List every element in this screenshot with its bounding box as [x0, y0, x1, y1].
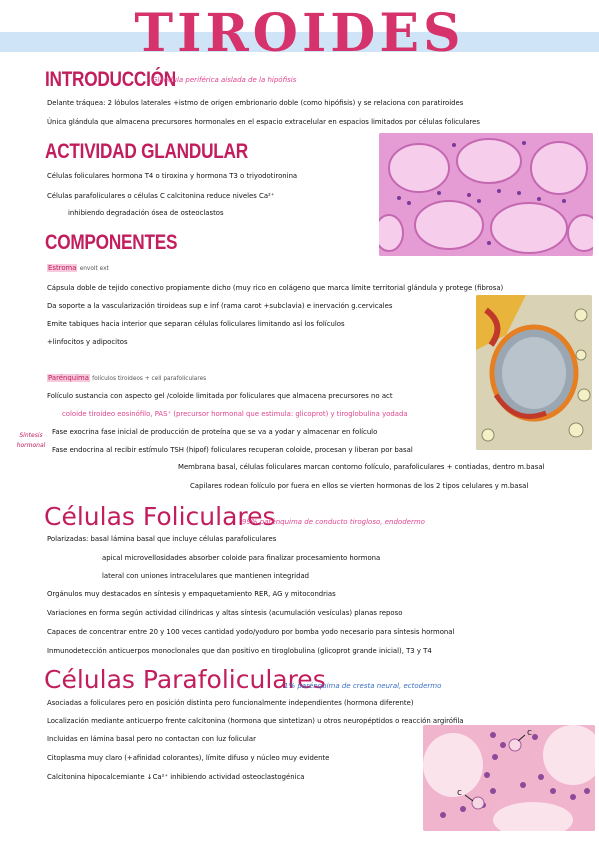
- actividad-line: inhibiendo degradación ósea de osteoclastos: [68, 209, 224, 217]
- intro-line: Única glándula que almacena precursores hormonales en el espacio extracelular en espacios limitados por células foliculares: [47, 118, 480, 126]
- parafoliculares-subtitle: 1% parénquima de cresta neural, ectodermo: [284, 682, 442, 690]
- parafoliculares-line: Calcitonina hipocalcemiante ↓Ca²⁺ inhibiendo actividad osteoclastogénica: [47, 773, 305, 781]
- page-title: TIROIDES: [134, 3, 465, 64]
- parenquima-label-row: [47, 372, 206, 385]
- parafoliculares-line: Incluidas en lámina basal pero no contactan con luz folicular: [47, 735, 256, 743]
- intro-line: Delante tráquea: 2 lóbulos laterales +istmo de origen embrionario doble (como hipófisis) y se relaciona con paratiroides: [47, 99, 464, 107]
- parenquima-sub: folículos tiroideos + cell parafoliculares: [92, 376, 207, 382]
- intro-subtitle: Glándula periférica aislada de la hipófisis: [152, 76, 297, 84]
- parenquima-line: Membrana basal, células foliculares marcan contorno folículo, parafoliculares + contiadas, dentro m.basal: [178, 463, 545, 471]
- section-heading-componentes: COMPONENTES: [45, 231, 178, 254]
- histology-image-follicles: [379, 133, 593, 256]
- foliculares-line: apical microvellosidades absorber coloide para finalizar procesamiento hormona: [102, 554, 381, 562]
- parenquima-line: coloide tiroideo eosinófilo, PAS⁺ (precursor hormonal que estimula: glicoprot) y tiroglobulina yodada: [62, 410, 408, 418]
- section-heading-foliculares: Células Foliculares: [44, 502, 276, 531]
- parenquima-line: Folículo sustancia con aspecto gel /coloide limitada por foliculares que almacena precursores no act: [47, 392, 393, 400]
- parafoliculares-line: Asociadas a foliculares pero en posición distinta pero funcionalmente independientes (hormona diferente): [47, 699, 414, 707]
- foliculares-subtitle: 99% parénquima de conducto tirogloso, endodermo: [242, 518, 425, 526]
- parafoliculares-line: Localización mediante anticuerpo frente calcitonina (hormona que sintetizan) u otros neuropéptidos o reacción argirófila: [47, 717, 464, 725]
- section-heading-parafoliculares: Células Parafoliculares: [44, 665, 326, 694]
- parenquima-line: Fase exocrina fase inicial de producción de proteína que se va a yodar y almacenar en folículo: [52, 428, 378, 436]
- parenquima-line: Capilares rodean folículo por fuera en ellos se vierten hormonas de los 2 tipos celulares y m.basal: [190, 482, 529, 490]
- estroma-line: Da soporte a la vascularización tiroideas sup e inf (rama carot +subclavia) e inervación g.cervicales: [47, 302, 393, 310]
- estroma-line: Emite tabiques hacia interior que separan células foliculares limitando así los folículos: [47, 320, 345, 328]
- parafoliculares-line: Citoplasma muy claro (+afinidad colorantes), límite difuso y núcleo muy evidente: [47, 754, 330, 762]
- follicle-illustration: [476, 295, 592, 450]
- section-heading-actividad: ACTIVIDAD GLANDULAR: [45, 140, 248, 163]
- estroma-sub: envolt ext: [79, 266, 109, 272]
- foliculares-line: lateral con uniones intracelulares que mantienen integridad: [102, 572, 310, 580]
- estroma-label-row: [47, 262, 109, 275]
- c-cell-label: c: [527, 728, 532, 738]
- foliculares-line: Inmunodetección anticuerpos monoclonales que dan positivo en tiroglobulina (glicoprot grande inicial), T3 y T4: [47, 647, 432, 655]
- section-heading-intro: INTRODUCCIÓN: [45, 68, 176, 91]
- estroma-line: +linfocitos y adipocitos: [47, 338, 128, 346]
- actividad-line: Células foliculares hormona T4 o tiroxina y hormona T3 o triyodotironina: [47, 172, 298, 180]
- parenquima-line: Fase endocrina al recibir estímulo TSH (hipof) foliculares recuperan coloide, procesan y liberan por basal: [52, 446, 413, 454]
- estroma-line: Cápsula doble de tejido conectivo propiamente dicho (muy rico en colágeno que marca límite territorial glándula y protege (fibrosa): [47, 284, 504, 292]
- histology-image-c-cells: [423, 725, 595, 831]
- actividad-line: Células parafoliculares o células C calcitonina reduce niveles Ca²⁺: [47, 192, 275, 200]
- foliculares-line: Variaciones en forma según actividad cilíndricas y altas síntesis (acumulación vesículas) planas reposo: [47, 609, 403, 617]
- foliculares-line: Capaces de concentrar entre 20 y 100 veces cantidad yodo/yoduro por bomba yodo necesario para síntesis hormonal: [47, 628, 455, 636]
- sintesis-hormonal-label: Síntesis hormonal: [16, 432, 46, 449]
- foliculares-line: Orgánulos muy destacados en síntesis y empaquetamiento RER, AG y mitocondrias: [47, 590, 336, 598]
- estroma-label: Estroma: [48, 264, 77, 272]
- parenquima-label: Parénquima: [48, 374, 89, 382]
- foliculares-line: Polarizadas: basal lámina basal que incluye células parafoliculares: [47, 535, 277, 543]
- c-cell-label: c: [457, 788, 462, 798]
